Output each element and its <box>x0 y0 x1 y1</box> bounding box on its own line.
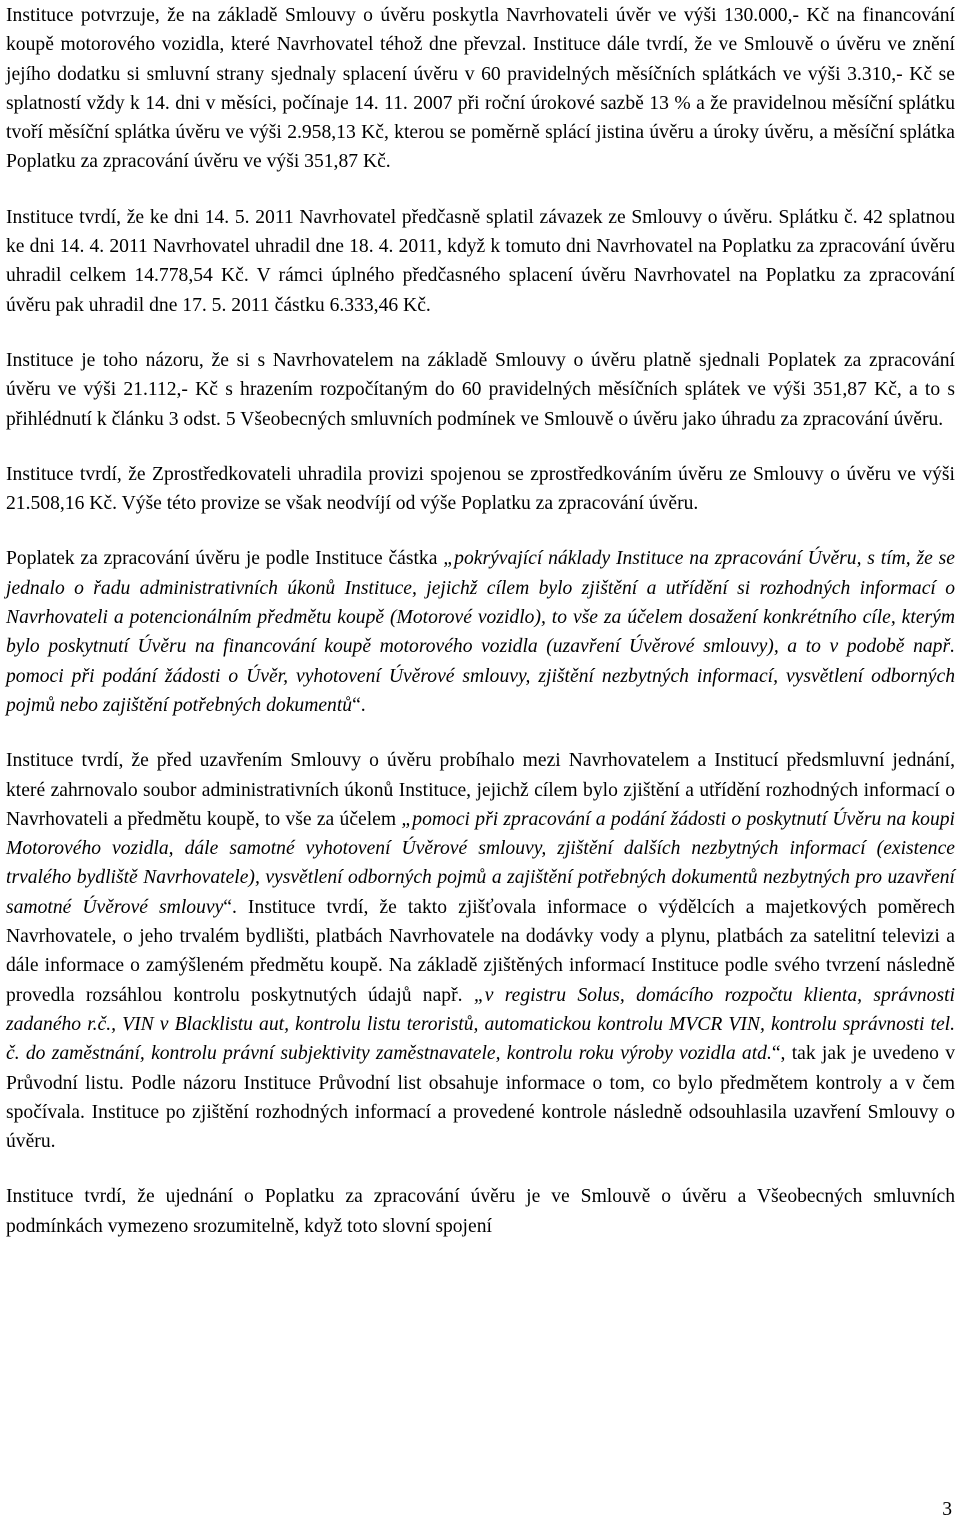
page-number: 3 <box>942 1499 952 1520</box>
paragraph-text: Instituce tvrdí, že Zprostředkovateli uhradila provizi spojenou se zprostředkováním úvěru ze Smlouvy o úvěru ve výši 21.508,16 Kč. Výše této provize se však neodvíjí od výše Poplatku za zpracování úvěru. <box>6 463 955 515</box>
paragraph-fee-agreement <box>6 346 955 434</box>
document-page <box>6 1 955 1267</box>
paragraph-text: Instituce tvrdí, že ujednání o Poplatku za zpracování úvěru je ve Smlouvě o úvěru a Všeobecných smluvních podmínkách vymezeno srozumitelně, když toto slovní spojení <box>6 1186 955 1237</box>
paragraph-pre-contract-negotiation <box>6 746 955 1156</box>
paragraph-text: “. Instituce tvrdí, že takto zjišťovala informace o výdělcích a majetkových poměrech Navrhovatele, o jeho trvalém bydlišti, platbách Navrhovatele na dodávky vody a plynu, platbách za satelitní televizi a dále informace o zamýšleném předmětu koupě. Na základě zjištěných informací Instituce podle svého tvrzení následně provedla rozsáhlou kontrolu poskytnutých údajů např. <box>6 896 955 1006</box>
quoted-text: „pomoci při zpracování a podání žádosti o poskytnutí Úvěru na koupi Motorového vozidla, dále samotné vyhotovení Úvěrové smlouvy, zjištění dalších nezbytných informací (existence trvalého bydliště Navrhovatele), vysvětlení odborných pojmů a zajištění potřebných dokumentů nezbytných pro uzavření samotné Úvěrové smlouvy <box>6 808 955 918</box>
quoted-text: „v registru Solus, domácího rozpočtu klienta, správnosti zadaného r.č., VIN v Blacklistu aut, kontrolu listu teroristů, automatickou kontrolu MVCR VIN, kontrolu správnosti tel. č. do zaměstnání, kontrolu právní subjektivity zaměstnavatele, kontrolu roku výroby vozidla atd. <box>6 984 955 1065</box>
paragraph-text: Instituce tvrdí, že před uzavřením Smlouvy o úvěru probíhalo mezi Navrhovatelem a Institucí předsmluvní jednání, které zahrnovalo soubor administrativních úkonů Instituce, jejichž cílem bylo zjištění a utřídění rozhodných informací o Navrhovateli a předmětu koupě, to vše za účelem <box>6 750 955 830</box>
paragraph-broker-commission <box>6 460 955 519</box>
paragraph-text: “. <box>352 694 366 716</box>
paragraph-text: Poplatek za zpracování úvěru je podle Instituce částka <box>6 548 444 570</box>
paragraph-text: Instituce tvrdí, že ke dni 14. 5. 2011 Navrhovatel předčasně splatil závazek ze Smlouvy o úvěru. Splátku č. 42 splatnou ke dni 14. 4. 2011 Navrhovatel uhradil dne 18. 4. 2011, když k tomuto dni Navrhovatel na Poplatku za zpracování úvěru uhradil celkem 14.778,54 Kč. V rámci úplného předčasného splacení úvěru Navrhovatel na Poplatku za zpracování úvěru pak uhradil dne 17. 5. 2011 částku 6.333,46 Kč. <box>6 206 955 316</box>
paragraph-fee-definition <box>6 544 955 720</box>
paragraph-text: “, tak jak je uvedeno v Průvodní listu. Podle názoru Instituce Průvodní list obsahuje informace o tom, co bylo předmětem kontroly a v čem spočívala. Instituce po zjištění rozhodných informací a provedené kontrole následně odsouhlasila uzavření Smlouvy o úvěru. <box>6 1043 955 1153</box>
quoted-text: „pokrývající náklady Instituce na zpracování Úvěru, s tím, že se jednalo o řadu administrativních úkonů Instituce, jejichž cílem bylo zjištění a utřídění si rozhodných informací o Navrhovateli a potencionálním předmětu koupě (Motorové vozidlo), to vše za účelem dosažení konkrétního cíle, kterým bylo poskytnutí Úvěru na financování koupě motorového vozidla (uzavření Úvěrové smlouvy), a to v podobě např. pomoci při podání žádosti o Úvěr, vyhotovení Úvěrové smlouvy, zjištění nezbytných informací, vysvětlení odborných pojmů nebo zajištění potřebných dokumentů <box>6 548 955 716</box>
paragraph-early-repayment <box>6 203 955 320</box>
paragraph-text: Instituce potvrzuje, že na základě Smlouvy o úvěru poskytla Navrhovateli úvěr ve výši 130.000,- Kč na financování koupě motorového vozidla, které Navrhovatel téhož dne převzal. Instituce dále tvrdí, že ve Smlouvě o úvěru ve znění jejího dodatku si smluvní strany sjednaly splacení úvěru v 60 pravidelných měsíčních splátkách ve výši 3.310,- Kč se splatností vždy k 14. dni v měsíci, počínaje 14. 11. 2007 při roční úrokové sazbě 13 % a že pravidelnou měsíční splátku tvoří měsíční splátka úvěru ve výši 2.958,13 Kč, kterou se poměrně splácí jistina úvěru a úroky úvěru, a měsíční splátka Poplatku za zpracování úvěru ve výši 351,87 Kč. <box>6 5 955 173</box>
paragraph-loan-confirmation <box>6 1 955 177</box>
paragraph-fee-clarity <box>6 1182 955 1241</box>
paragraph-text: Instituce je toho názoru, že si s Navrhovatelem na základě Smlouvy o úvěru platně sjednali Poplatek za zpracování úvěru ve výši 21.112,- Kč s hrazením rozpočítaným do 60 pravidelných měsíčních splátek ve výši 351,87 Kč, a to s přihlédnutí k článku 3 odst. 5 Všeobecných smluvních podmínek ve Smlouvě o úvěru jako úhradu za zpracování úvěru. <box>6 349 955 430</box>
